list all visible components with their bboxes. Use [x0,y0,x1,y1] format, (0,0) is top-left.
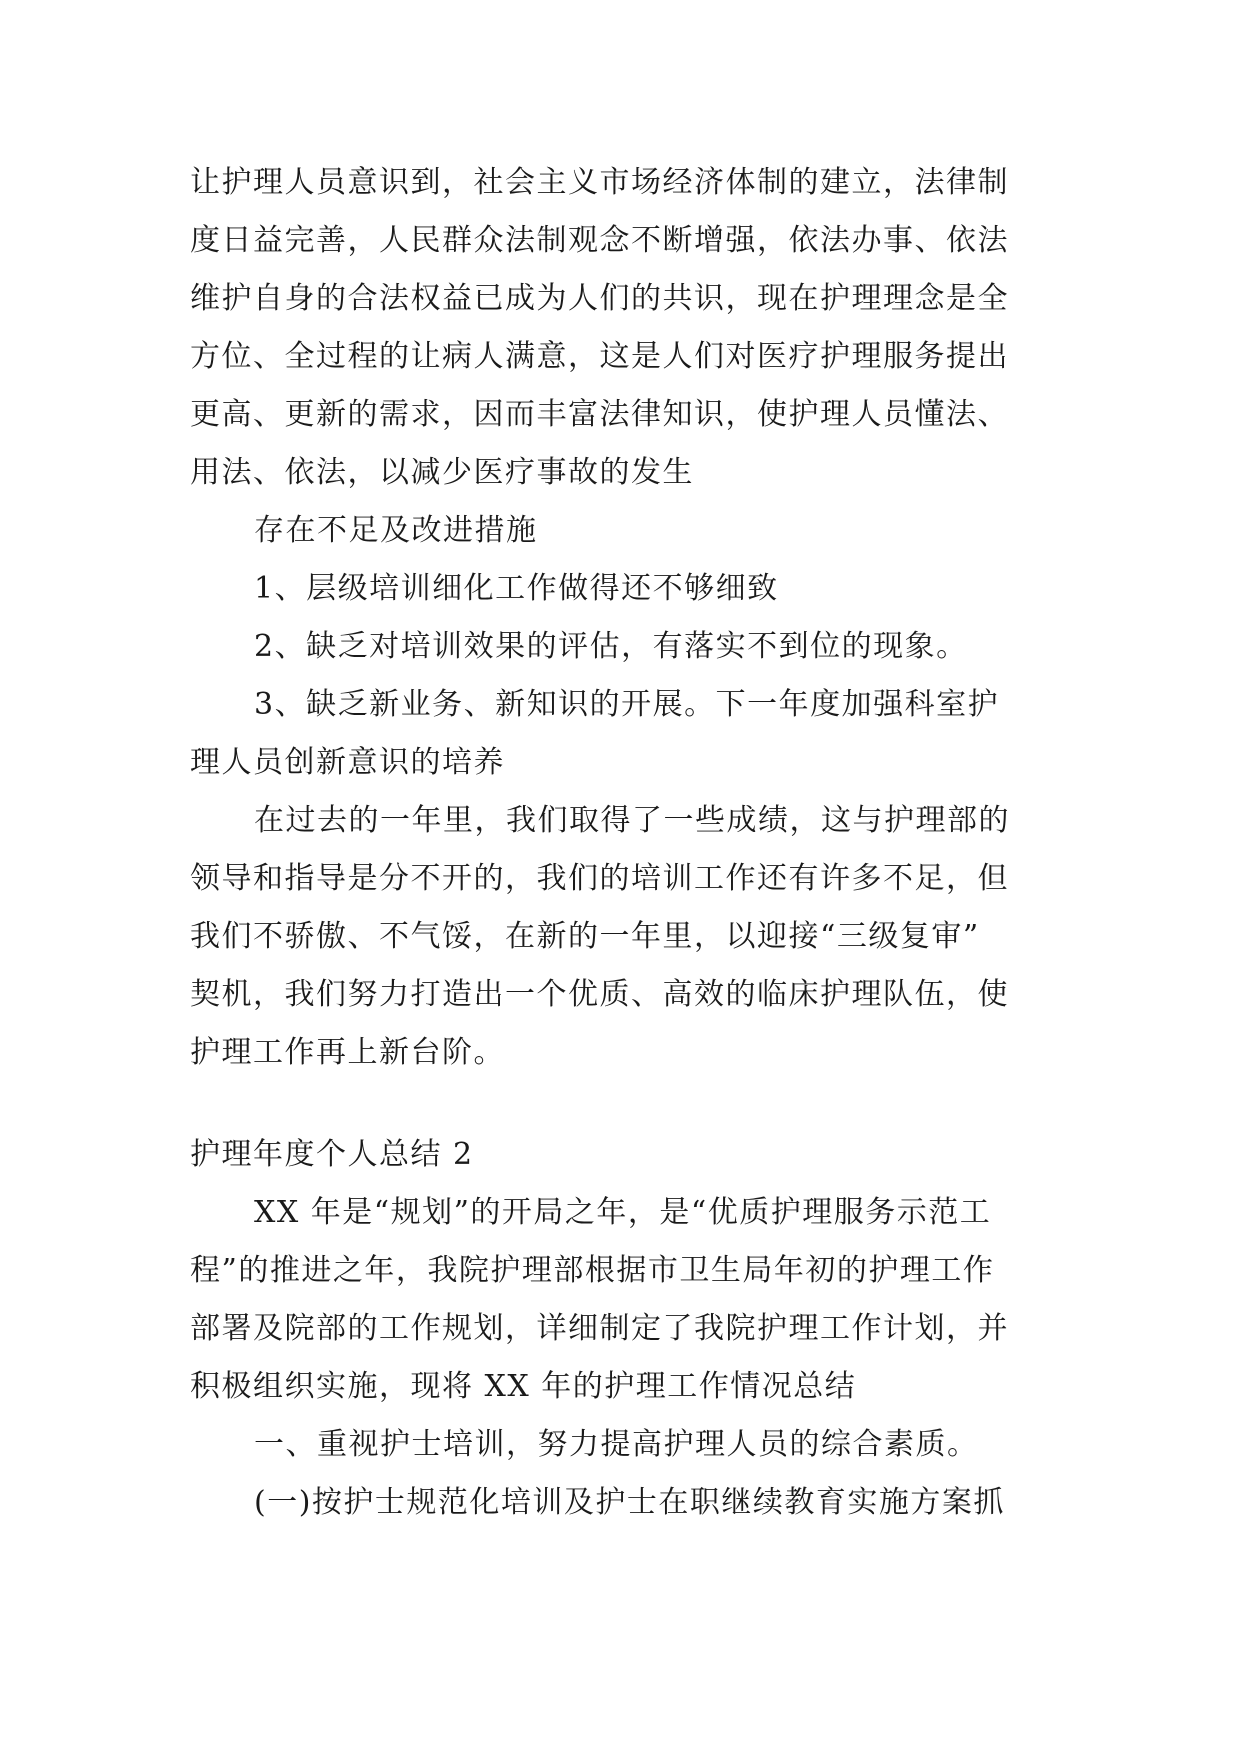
paragraph-line: XX 年是“规划”的开局之年，是“优质护理服务示范工 [254,1195,992,1230]
paragraph-line: 方位、全过程的让病人满意，这是人们对医疗护理服务提出 [190,339,1009,374]
list-item: 1、层级培训细化工作做得还不够细致 [254,571,779,606]
list-item-continuation: 理人员创新意识的培养 [190,745,505,780]
list-item: 2、缺乏对培训效果的评估，有落实不到位的现象。 [254,629,968,664]
paragraph-line: 我们不骄傲、不气馁，在新的一年里，以迎接“三级复审” [190,919,980,954]
paragraph-line: (一)按护士规范化培训及护士在职继续教育实施方案抓 [254,1485,1005,1520]
paragraph-line: 领导和指导是分不开的，我们的培训工作还有许多不足，但 [190,861,1009,896]
paragraph-line: 护理工作再上新台阶。 [190,1035,505,1070]
list-item: 3、缺乏新业务、新知识的开展。下一年度加强科室护 [254,687,1000,722]
subsection-heading: 一、重视护士培训，努力提高护理人员的综合素质。 [254,1427,979,1462]
section-title: 护理年度个人总结 2 [190,1137,474,1172]
paragraph-line: 让护理人员意识到，社会主义市场经济体制的建立，法律制 [190,165,1009,200]
section-heading: 存在不足及改进措施 [254,513,538,548]
paragraph-line: 更高、更新的需求，因而丰富法律知识，使护理人员懂法、 [190,397,1009,432]
paragraph-line: 在过去的一年里，我们取得了一些成绩，这与护理部的 [254,803,1010,838]
paragraph-line: 度日益完善，人民群众法制观念不断增强，依法办事、依法 [190,223,1009,258]
paragraph-line: 积极组织实施，现将 XX 年的护理工作情况总结 [190,1369,857,1404]
paragraph-line: 维护自身的合法权益已成为人们的共识，现在护理理念是全 [190,281,1009,316]
paragraph-line: 契机，我们努力打造出一个优质、高效的临床护理队伍，使 [190,977,1009,1012]
paragraph-line: 用法、依法，以减少医疗事故的发生 [190,455,694,490]
paragraph-line: 部署及院部的工作规划，详细制定了我院护理工作计划，并 [190,1311,1009,1346]
paragraph-line: 程”的推进之年，我院护理部根据市卫生局年初的护理工作 [190,1253,995,1288]
